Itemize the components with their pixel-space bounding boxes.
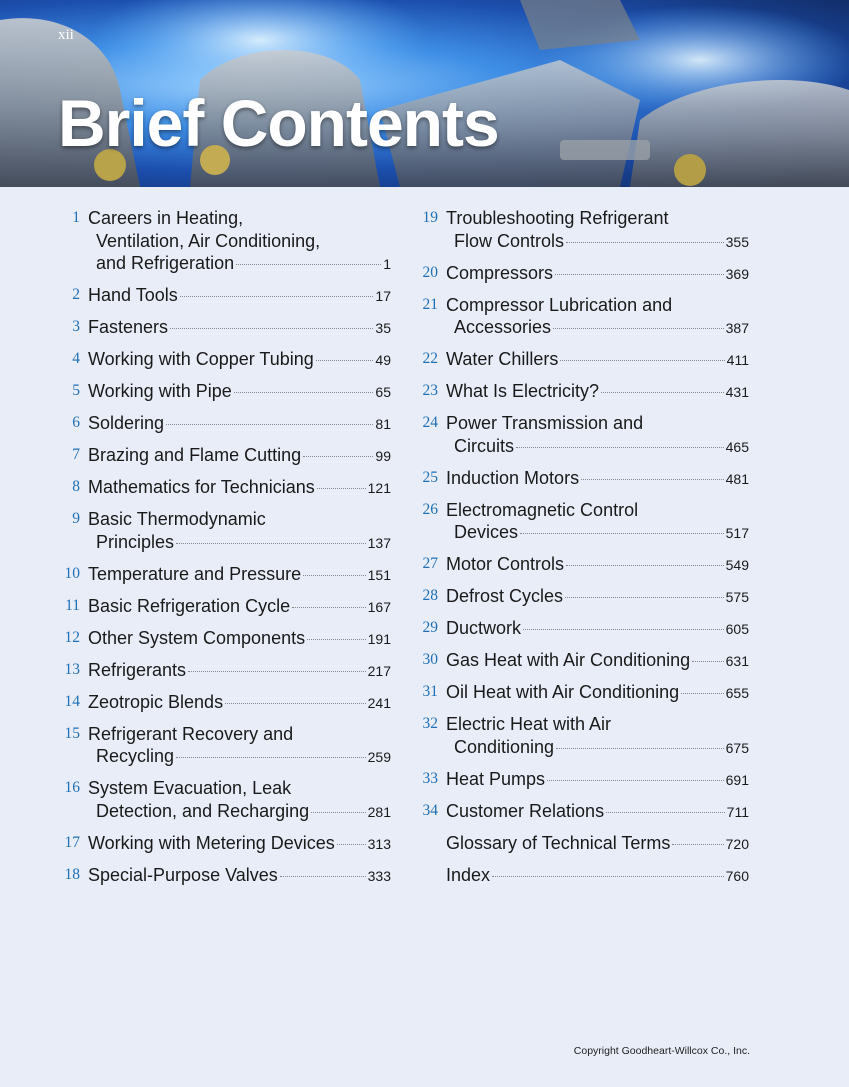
page-number-ref: 333 [367, 867, 391, 884]
toc-entry[interactable] [56, 691, 391, 715]
chapter-number: 12 [64, 628, 80, 646]
chapter-title-block [446, 499, 749, 545]
chapter-number: 21 [422, 295, 438, 313]
toc-entry[interactable] [414, 262, 749, 286]
chapter-title-block [446, 294, 749, 340]
chapter-title-line: Electric Heat with Air [446, 714, 612, 734]
dot-leader [236, 264, 381, 265]
page-title: Brief Contents [58, 86, 499, 160]
toc-entry[interactable] [56, 444, 391, 468]
chapter-title-line: Principles [96, 531, 175, 552]
page-number-ref: 281 [367, 803, 391, 820]
chapter-title-block [88, 412, 391, 436]
page-number-ref: 575 [725, 589, 749, 605]
page-number-ref: 605 [725, 621, 749, 637]
dot-leader [555, 274, 724, 275]
chapter-title-block [446, 713, 749, 759]
chapter-title-line: Compressor Lubrication and [446, 294, 673, 315]
chapter-number: 10 [64, 564, 80, 582]
toc-entry[interactable] [56, 864, 391, 888]
chapter-title-line: Detection, and Recharging [96, 800, 310, 821]
dot-leader [170, 328, 373, 329]
chapter-title-line: Mathematics for Technicians [88, 477, 315, 497]
chapter-title-line: Circuits [454, 435, 515, 456]
page-number-ref: 517 [725, 525, 749, 541]
chapter-title-block [88, 691, 391, 715]
page-number-ref: 760 [725, 867, 749, 884]
chapter-number: 9 [72, 510, 80, 527]
chapter-title-block [446, 864, 749, 888]
page-number-ref: 631 [725, 653, 749, 669]
chapter-number: 14 [64, 692, 80, 710]
chapter-title-block [446, 412, 749, 458]
page-number-ref: 1 [383, 256, 391, 272]
dot-leader [303, 575, 366, 576]
dot-leader [520, 533, 724, 534]
chapter-title-line: Brazing and Flame Cutting [88, 445, 302, 465]
toc-entry[interactable] [414, 832, 749, 856]
toc-entry[interactable] [56, 659, 391, 683]
chapter-title-line: Electromagnetic Control [446, 499, 639, 520]
page-number-ref: 691 [725, 771, 749, 788]
chapter-title-line: Working with Copper Tubing [88, 349, 314, 369]
toc-entry[interactable] [56, 284, 391, 308]
chapter-title-line: Working with Pipe [88, 381, 232, 401]
chapter-number: 1 [72, 209, 80, 226]
chapter-number: 31 [422, 683, 438, 700]
dot-leader [672, 844, 723, 845]
toc-entry[interactable] [414, 649, 749, 673]
chapter-title-line: Troubleshooting Refrigerant [446, 208, 669, 228]
toc-entry[interactable] [414, 348, 749, 372]
page-number-ref: 241 [367, 694, 391, 711]
chapter-title-block [88, 595, 391, 619]
page-number-ref: 217 [367, 662, 391, 679]
chapter-title-line: Induction Motors [446, 467, 580, 488]
chapter-title-block [446, 207, 749, 253]
page-number-ref: 720 [725, 835, 749, 852]
page-number-ref: 167 [367, 598, 391, 615]
toc-entry[interactable] [414, 768, 749, 792]
page-number-ref: 481 [725, 470, 749, 487]
chapter-title-block [446, 649, 749, 673]
chapter-title-line: Hand Tools [88, 285, 178, 305]
chapter-title-block [88, 864, 391, 888]
chapter-title-block [446, 467, 749, 491]
toc-entry[interactable] [414, 864, 749, 888]
chapter-number: 23 [422, 382, 438, 399]
dot-leader [560, 360, 724, 361]
dot-leader [581, 479, 724, 480]
toc-entry[interactable] [56, 476, 391, 500]
dot-leader [166, 424, 373, 425]
page-number-ref: 191 [367, 630, 391, 647]
chapter-title-block [88, 723, 391, 769]
page-number-ref: 655 [725, 685, 749, 701]
chapter-number: 11 [65, 596, 80, 614]
chapter-title-line: Recycling [96, 746, 175, 766]
chapter-number: 26 [422, 500, 438, 518]
chapter-number: 6 [72, 414, 80, 431]
chapter-title-block [88, 832, 391, 856]
chapter-title-block [88, 563, 391, 587]
chapter-title-line: Basic Thermodynamic [88, 509, 266, 529]
chapter-number: 2 [72, 286, 80, 303]
chapter-number: 4 [72, 350, 80, 367]
chapter-title-line: Temperature and Pressure [88, 563, 302, 584]
chapter-title-line: Devices [454, 522, 519, 542]
chapter-title-line: Customer Relations [446, 800, 605, 821]
page-number-ref: 17 [375, 288, 391, 304]
toc-column-right [414, 207, 749, 896]
dot-leader [188, 671, 366, 672]
page-number-ref: 313 [367, 835, 391, 852]
page-number: xii [58, 27, 74, 43]
toc-entry[interactable] [56, 595, 391, 619]
toc-entry[interactable] [414, 412, 749, 458]
chapter-title-line: Motor Controls [446, 554, 565, 574]
chapter-number: 30 [422, 651, 438, 668]
dot-leader [516, 447, 724, 448]
dot-leader [176, 543, 366, 544]
chapter-title-line: Soldering [88, 413, 165, 433]
chapter-title-block [88, 627, 391, 651]
chapter-number: 18 [64, 865, 80, 883]
page-number-ref: 711 [726, 803, 749, 820]
chapter-title-block [446, 832, 749, 856]
dot-leader [292, 607, 366, 608]
chapter-title-line: Ventilation, Air Conditioning, [96, 230, 321, 251]
dot-leader [176, 757, 366, 758]
page-number-ref: 49 [375, 352, 391, 368]
toc-entry[interactable] [414, 553, 749, 577]
chapter-title-line: Gas Heat with Air Conditioning [446, 650, 691, 670]
chapter-title-block [446, 681, 749, 705]
dot-leader [681, 693, 724, 694]
page-number-ref: 675 [725, 739, 749, 756]
chapter-title-block [88, 476, 391, 500]
chapter-title-line: Ductwork [446, 618, 522, 638]
chapter-number: 13 [64, 660, 80, 678]
chapter-title-line: Flow Controls [454, 230, 565, 251]
page-number-ref: 411 [726, 352, 749, 368]
toc-entry[interactable] [414, 713, 749, 759]
chapter-title-line: Other System Components [88, 627, 306, 648]
chapter-title-block [446, 262, 749, 286]
dot-leader [606, 812, 725, 813]
dot-leader [566, 242, 724, 243]
dot-leader [523, 629, 724, 630]
dot-leader [337, 844, 366, 845]
chapter-number: 27 [422, 555, 438, 572]
page-number-ref: 369 [725, 265, 749, 282]
chapter-number: 5 [72, 382, 80, 399]
chapter-title-block [88, 284, 391, 308]
dot-leader [316, 360, 374, 361]
dot-leader [311, 812, 366, 813]
dot-leader [565, 597, 724, 598]
page-number-ref: 121 [367, 480, 391, 496]
toc-entry[interactable] [56, 380, 391, 404]
chapter-title-block [88, 348, 391, 372]
dot-leader [601, 392, 724, 393]
chapter-number: 32 [422, 715, 438, 732]
chapter-title-line: Working with Metering Devices [88, 832, 335, 853]
page-number-ref: 81 [375, 416, 391, 432]
toc-entry[interactable] [56, 627, 391, 651]
page-number-ref: 151 [367, 566, 391, 583]
dot-leader [180, 296, 374, 297]
chapter-title-block [446, 553, 749, 577]
toc-entry[interactable] [56, 563, 391, 587]
chapter-title-line: Conditioning [454, 736, 555, 757]
chapter-title-line: Oil Heat with Air Conditioning [446, 682, 680, 702]
chapter-title-block [446, 348, 749, 372]
chapter-title-line: Basic Refrigeration Cycle [88, 595, 291, 616]
page-number-ref: 549 [725, 557, 749, 573]
toc-column-left [56, 207, 391, 896]
chapter-title-line: Accessories [454, 317, 552, 337]
chapter-title-line: Compressors [446, 262, 554, 283]
chapter-title-line: Index [446, 864, 491, 885]
toc-entry[interactable] [414, 499, 749, 545]
chapter-number: 20 [422, 263, 438, 281]
page-number-ref: 35 [375, 320, 391, 336]
page-number-ref: 355 [725, 233, 749, 250]
toc-entry[interactable] [414, 681, 749, 705]
toc-entry[interactable] [56, 316, 391, 340]
page-number-ref: 99 [375, 448, 391, 464]
chapter-title-block [88, 659, 391, 683]
chapter-title-line: Defrost Cycles [446, 586, 564, 606]
toc-entry[interactable] [414, 207, 749, 253]
chapter-number: 28 [422, 587, 438, 604]
dot-leader [547, 780, 724, 781]
chapter-title-block [88, 444, 391, 468]
toc-entry[interactable] [56, 723, 391, 769]
chapter-number: 25 [422, 468, 438, 486]
chapter-title-line: Fasteners [88, 317, 169, 337]
chapter-number: 3 [72, 318, 80, 335]
chapter-title-block [446, 617, 749, 641]
toc-entry[interactable] [56, 832, 391, 856]
dot-leader [307, 639, 366, 640]
chapter-number: 15 [64, 724, 80, 742]
dot-leader [280, 876, 366, 877]
dot-leader [566, 565, 724, 566]
toc-entry[interactable] [414, 467, 749, 491]
chapter-number: 16 [64, 779, 80, 796]
page-number-ref: 387 [725, 320, 749, 336]
chapter-title-block [446, 768, 749, 792]
chapter-number: 17 [64, 833, 80, 851]
chapter-number: 22 [422, 350, 438, 367]
toc-entry[interactable] [56, 207, 391, 276]
chapter-title-line: System Evacuation, Leak [88, 778, 292, 798]
chapter-title-line: Glossary of Technical Terms [446, 832, 671, 853]
chapter-title-line: Refrigerant Recovery and [88, 723, 294, 744]
toc-entry[interactable] [414, 800, 749, 824]
chapter-title-block [446, 585, 749, 609]
toc-entry[interactable] [56, 412, 391, 436]
chapter-number: 24 [422, 414, 438, 431]
header-banner [0, 0, 849, 187]
dot-leader [556, 748, 724, 749]
chapter-title-block [446, 800, 749, 824]
chapter-title-line: Special-Purpose Valves [88, 864, 278, 885]
chapter-title-block [88, 777, 391, 823]
chapter-number: 8 [72, 478, 80, 495]
chapter-title-line: What Is Electricity? [446, 381, 600, 401]
page-number-ref: 65 [375, 384, 391, 400]
chapter-title-block [446, 380, 749, 404]
dot-leader [303, 456, 373, 457]
copyright-notice: Copyright Goodheart-Willcox Co., Inc. [573, 1045, 750, 1057]
toc-entry[interactable] [414, 294, 749, 340]
chapter-number: 34 [422, 801, 438, 819]
chapter-number: 29 [422, 619, 438, 636]
chapter-number: 19 [422, 209, 438, 226]
dot-leader [692, 661, 724, 662]
chapter-title-line: Careers in Heating, [88, 208, 244, 228]
dot-leader [317, 488, 366, 489]
dot-leader [225, 703, 366, 704]
chapter-title-line: and Refrigeration [96, 253, 235, 273]
chapter-title-block [88, 380, 391, 404]
chapter-title-block [88, 316, 391, 340]
toc-entry[interactable] [56, 348, 391, 372]
chapter-title-line: Refrigerants [88, 659, 187, 680]
dot-leader [553, 328, 724, 329]
dot-leader [234, 392, 374, 393]
chapter-number: 7 [72, 446, 80, 463]
dot-leader [492, 876, 724, 877]
chapter-title-line: Power Transmission and [446, 413, 644, 433]
toc-entry[interactable] [414, 617, 749, 641]
chapter-title-block [88, 207, 391, 276]
page-number-ref: 259 [367, 749, 391, 765]
page-number-ref: 137 [367, 534, 391, 551]
chapter-title-line: Heat Pumps [446, 768, 546, 789]
page-number-ref: 465 [725, 438, 749, 455]
toc-entry[interactable] [56, 508, 391, 554]
chapter-title-line: Water Chillers [446, 349, 559, 369]
chapter-number: 33 [422, 769, 438, 787]
toc-entry[interactable] [414, 585, 749, 609]
toc-entry[interactable] [56, 777, 391, 823]
toc-entry[interactable] [414, 380, 749, 404]
page-number-ref: 431 [725, 384, 749, 400]
chapter-title-line: Zeotropic Blends [88, 691, 224, 712]
chapter-title-block [88, 508, 391, 554]
